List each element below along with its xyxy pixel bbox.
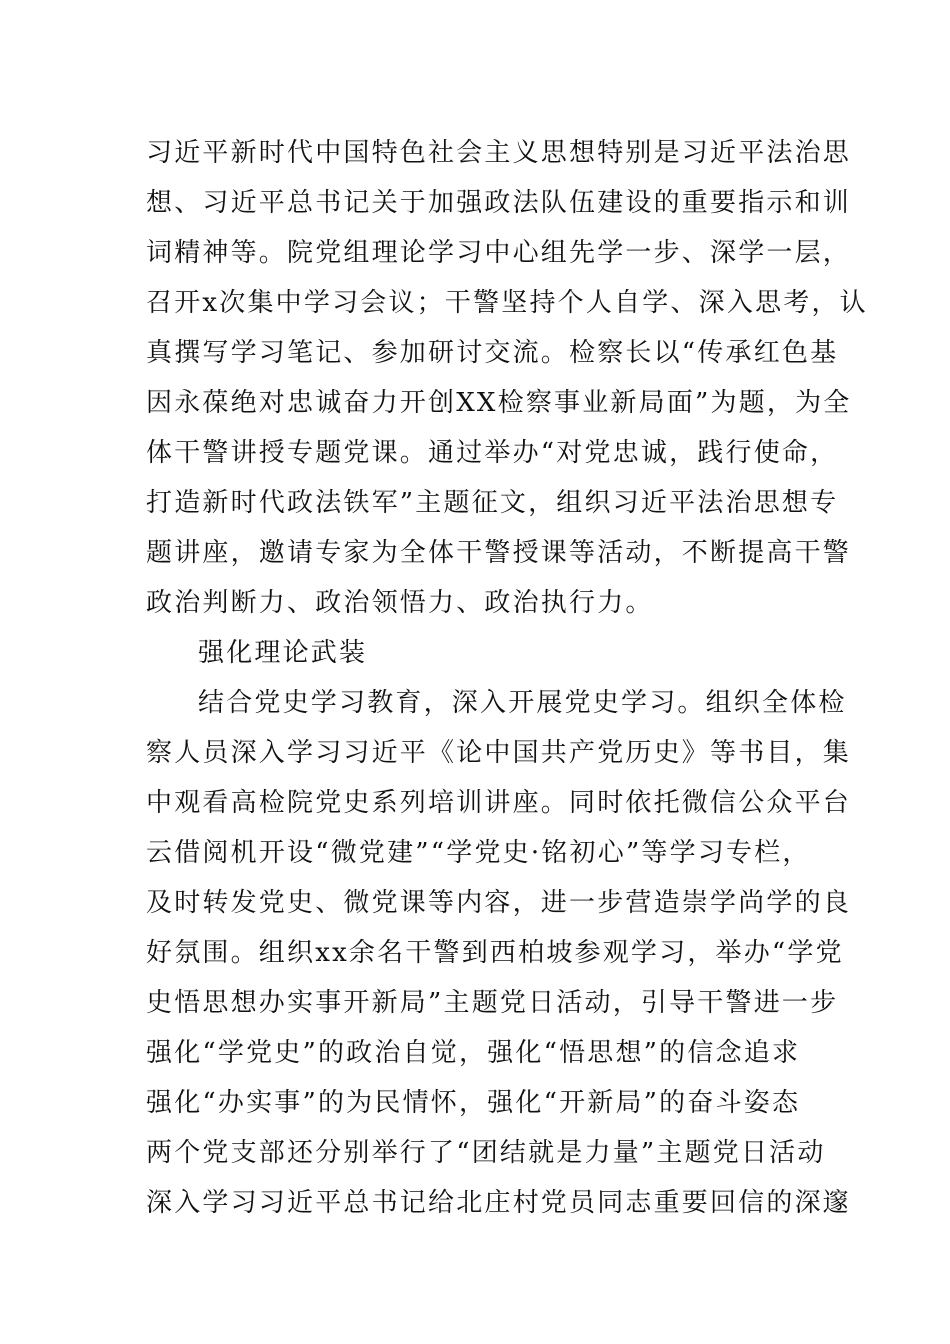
paragraph-line: 结合党史学习教育，深入开展党史学习。组织全体检 [198, 688, 847, 718]
paragraph-line: 好氛围。组织xx余名干警到西柏坡参观学习，举办“学党 [146, 938, 844, 968]
paragraph-line: 深入学习习近平总书记给北庄村党员同志重要回信的深邃 [146, 1188, 852, 1218]
paragraph-line: 及时转发党史、微党课等内容，进一步营造崇学尚学的良 [146, 888, 852, 918]
paragraph-line: 强化“办实事”的为民情怀，强化“开新局”的奋斗姿态 [146, 1088, 801, 1118]
paragraph-line: 因永葆绝对忠诚奋力开创XX检察事业新局面”为题，为全 [146, 388, 852, 418]
paragraph-line: 真撰写学习笔记、参加研讨交流。检察长以“传承红色基 [146, 338, 839, 368]
paragraph-line: 召开x次集中学习会议；干警坚持个人自学、深入思考，认 [146, 288, 868, 318]
paragraph-line: 中观看高检院党史系列培训讲座。同时依托微信公众平台 [146, 788, 852, 818]
paragraph-line: 词精神等。院党组理论学习中心组先学一步、深学一层， [146, 238, 852, 268]
paragraph-line: 想、习近平总书记关于加强政法队伍建设的重要指示和训 [146, 188, 852, 218]
paragraph-line: 史悟思想办实事开新局”主题党日活动，引导干警进一步 [146, 988, 839, 1018]
paragraph-line: 政治判断力、政治领悟力、政治执行力。 [146, 588, 654, 618]
paragraph-line: 两个党支部还分别举行了“团结就是力量”主题党日活动 [146, 1138, 826, 1168]
paragraph-line: 体干警讲授专题党课。通过举办“对党忠诚，践行使命， [146, 438, 839, 468]
paragraph-line: 题讲座，邀请专家为全体干警授课等活动，不断提高干警 [146, 538, 852, 568]
paragraph-line: 强化“学党史”的政治自觉，强化“悟思想”的信念追求 [146, 1038, 801, 1068]
paragraph-line: 察人员深入学习习近平《论中国共产党历史》等书目，集 [146, 738, 852, 768]
paragraph-line: 云借阅机开设“微党建”“学党史·铭初心”等学习专栏， [146, 838, 811, 868]
paragraph-line: 打造新时代政法铁军”主题征文，组织习近平法治思想专 [146, 488, 839, 518]
paragraph-line: 习近平新时代中国特色社会主义思想特别是习近平法治思 [146, 138, 852, 168]
section-heading: 强化理论武装 [198, 638, 368, 668]
